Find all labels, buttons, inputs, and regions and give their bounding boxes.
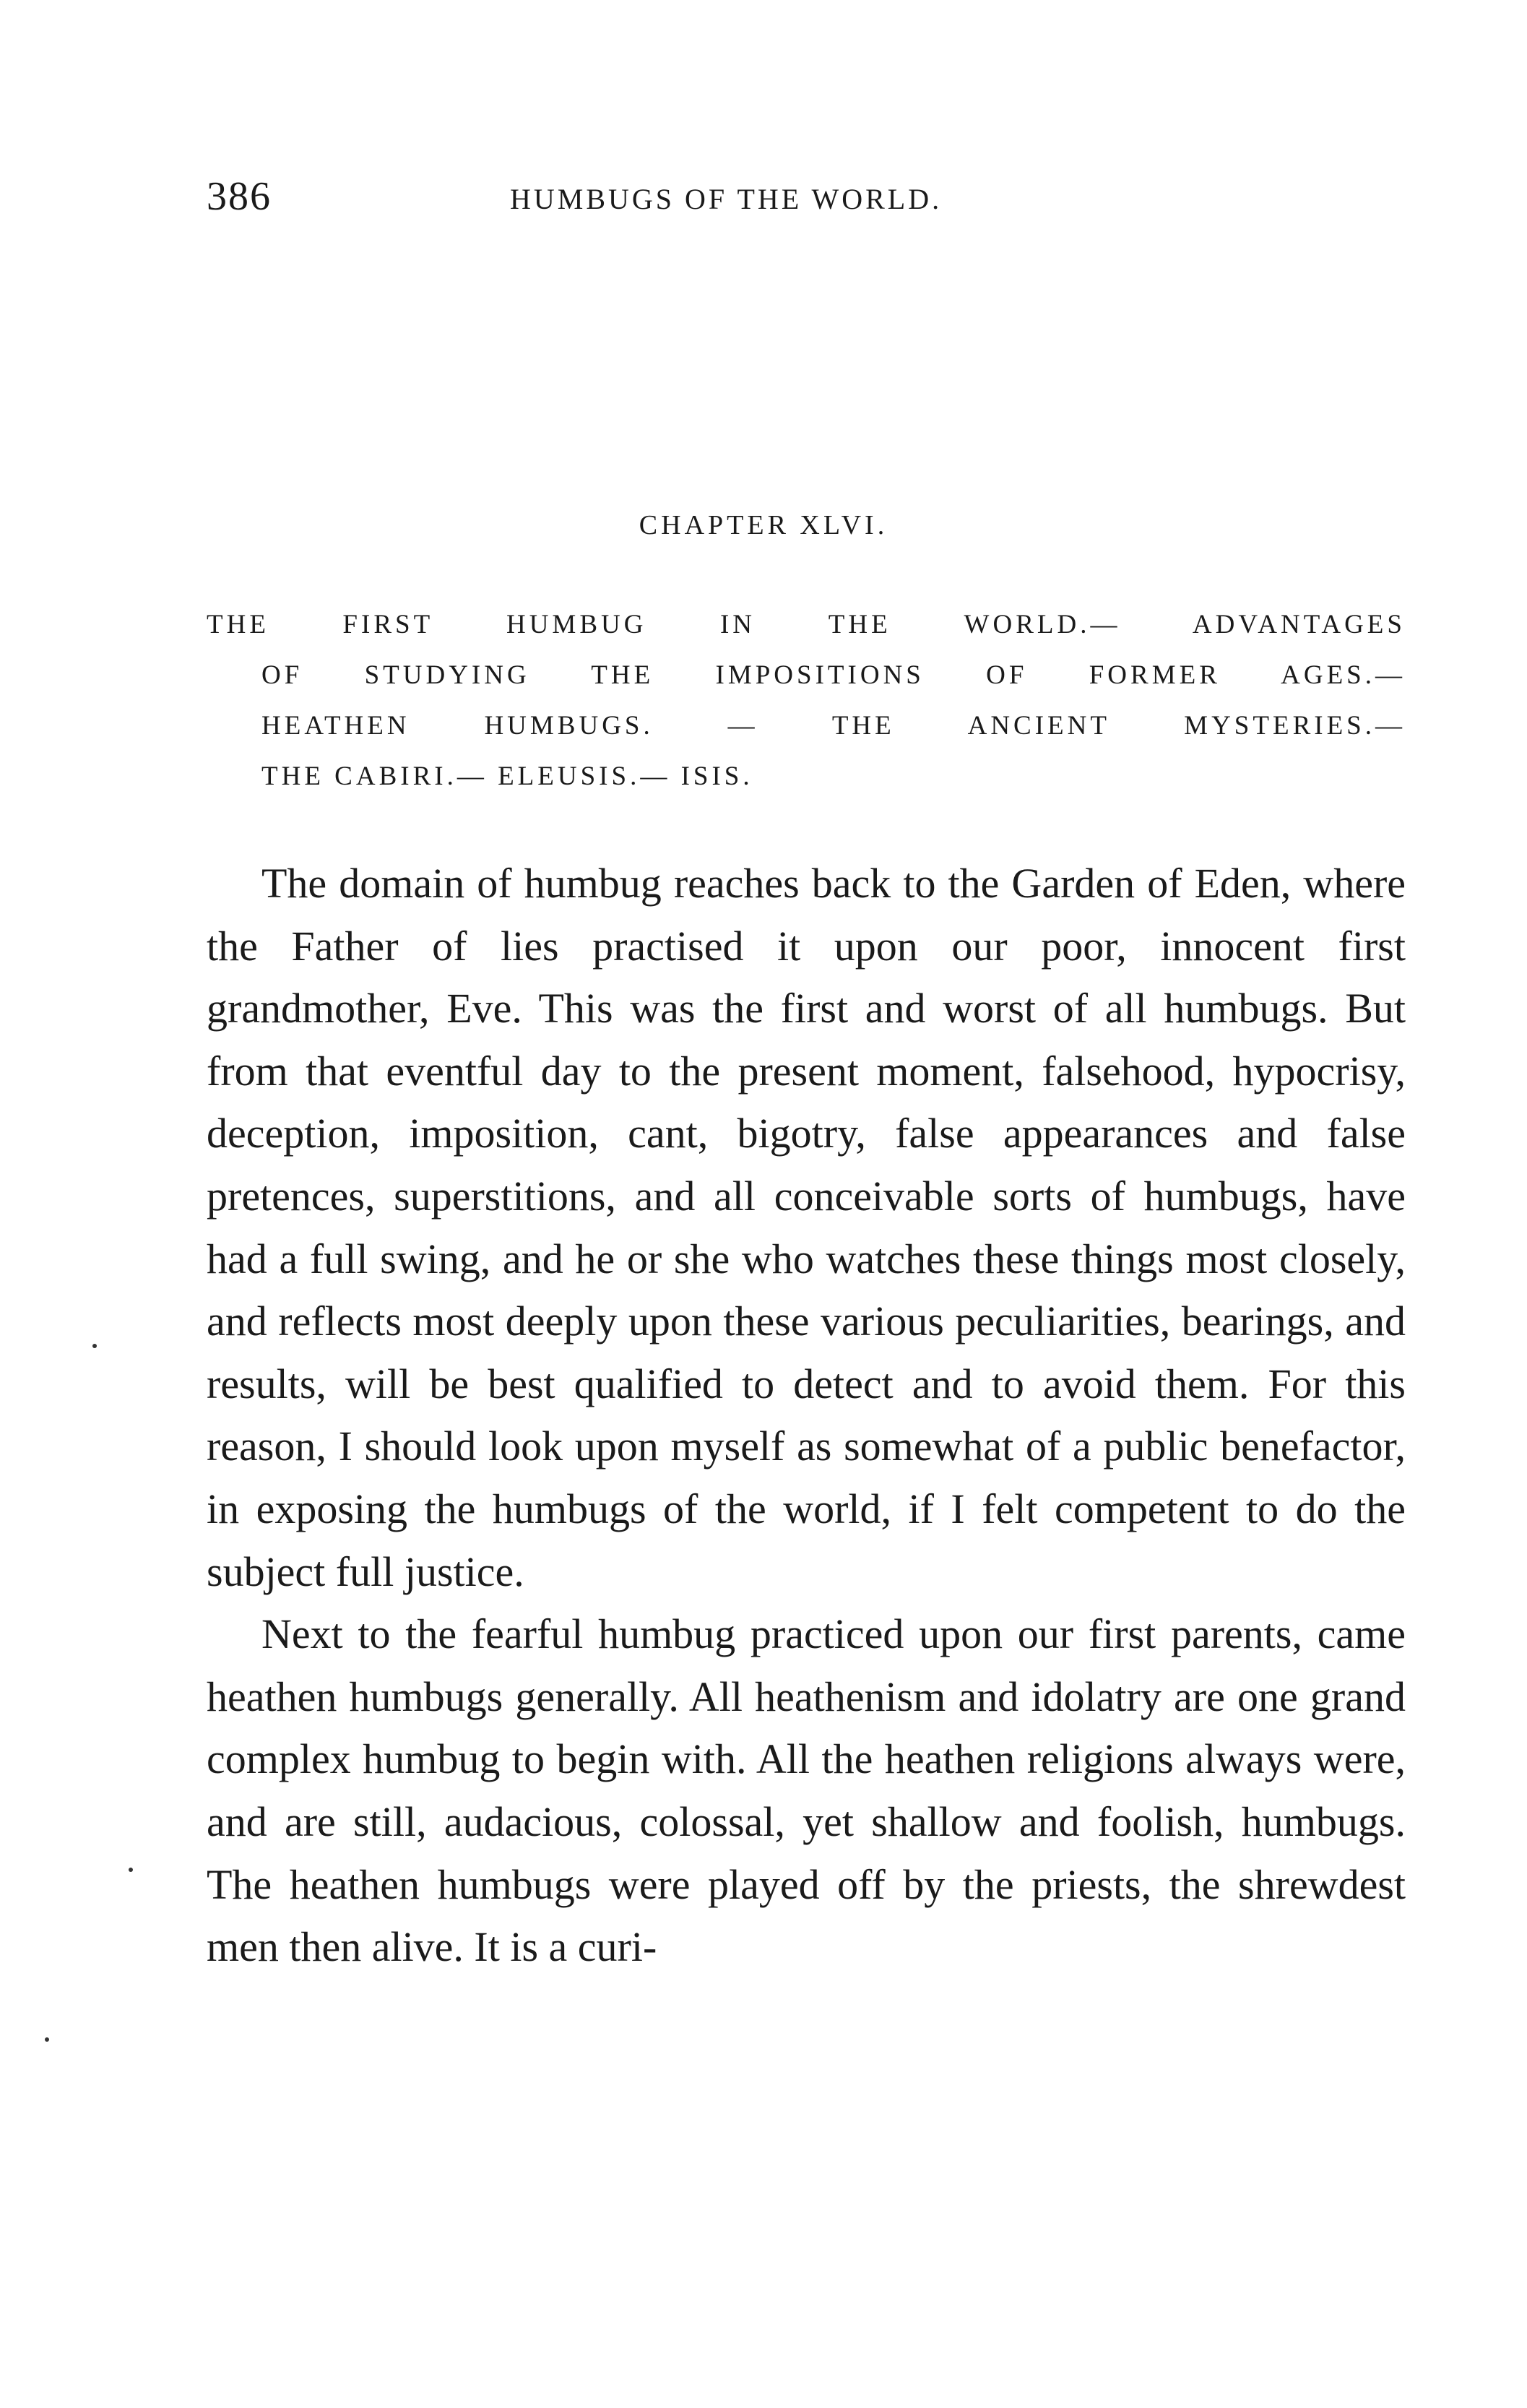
synopsis-line: OF STUDYING THE IMPOSITIONS OF FORMER AGES.— (261, 660, 1406, 690)
print-speck (45, 2037, 49, 2042)
paragraph: Next to the fearful humbug practiced upon our first parents, came heathen humbugs generally. All heathenism and idolatry are one grand complex humbug to begin with. All the heathen religions always were, and are still, audacious, colossal, yet shallow and foolish, humbugs. The heathen humbugs were played off by the priests, the shrewdest men then alive. It is a curi- (207, 1610, 1406, 1971)
print-speck (129, 1868, 133, 1872)
running-head (207, 173, 1406, 231)
running-title: HUMBUGS OF THE WORLD. (510, 183, 943, 215)
body-text (207, 853, 1406, 1979)
print-speck (92, 1344, 97, 1348)
synopsis-line: THE CABIRI.— ELEUSIS.— ISIS. (261, 761, 753, 791)
chapter-heading: CHAPTER XLVI. (639, 510, 888, 540)
paragraph: The domain of humbug reaches back to the Garden of Eden, where the Father of lies practised it upon our poor, innocent first grandmother, Eve. This was the first and worst of all humbugs. But from that eventful day to the present moment, falsehood, hypocrisy, deception, imposition, cant, bigotry, false appearances and false pretences, superstitions, and all conceivable sorts of humbugs, have had a full swing, and he or she who watches these things most closely, and reflects most deeply upon these various peculiarities, bearings, and results, will be best qualified to detect and to avoid them. For this reason, I should look upon myself as somewhat of a public benefactor, in exposing the humbugs of the world, if I felt competent to do the subject full justice. (207, 860, 1406, 1595)
synopsis-line: THE FIRST HUMBUG IN THE WORLD.— ADVANTAGES (207, 610, 1406, 639)
page-number: 386 (207, 174, 272, 219)
synopsis-line: HEATHEN HUMBUGS. — THE ANCIENT MYSTERIES.— (261, 711, 1406, 741)
chapter-synopsis (207, 600, 1406, 802)
